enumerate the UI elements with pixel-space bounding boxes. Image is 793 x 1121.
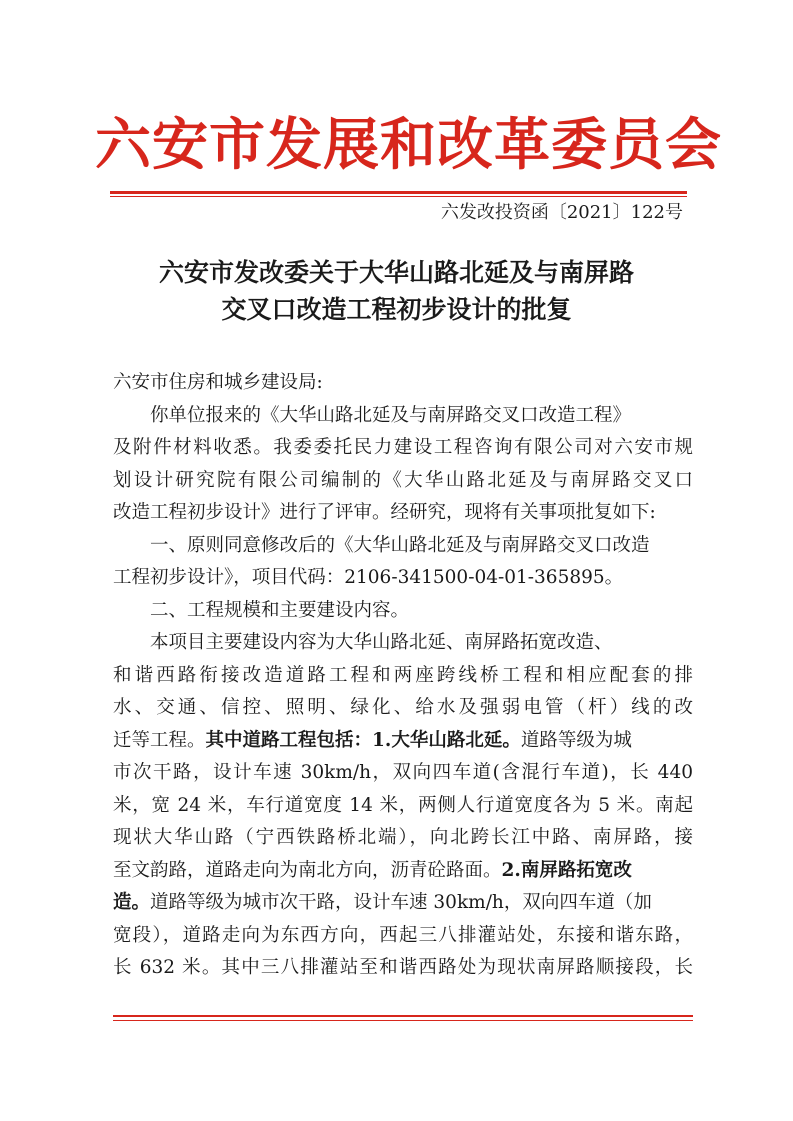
document-body (113, 367, 693, 985)
paragraph-line: 现状大华山路（宁西铁路桥北端），向北跨长江中路、南屏路，接 (113, 827, 693, 848)
bold-run: 其中道路工程包括：1.大华山路北延。 (205, 729, 521, 751)
masthead-title: 六安市发展和改革委员会 (95, 112, 722, 178)
footer-rule-thin (113, 1020, 693, 1021)
footer-rule-thick (113, 1015, 693, 1017)
paragraph-line (113, 725, 693, 758)
item-1-line: 一、原则同意修改后的《大华山路北延及与南屏路交叉口改造 (150, 534, 650, 556)
paragraph-line: 你单位报来的《大华山路北延及与南屏路交叉口改造工程》 (150, 404, 632, 426)
paragraph-line: 水、交通、信控、照明、绿化、给水及强弱电管（杆）线的改 (113, 697, 693, 718)
paragraph-line: 划设计研究院有限公司编制的《大华山路北延及与南屏路交叉口 (113, 469, 693, 491)
paragraph-line: 长 632 米。其中三八排灌站至和谐西路处为现状南屏路顺接段，长 (113, 957, 693, 978)
paragraph-line: 和谐西路衔接改造道路工程和两座跨线桥工程和相应配套的排 (113, 664, 693, 686)
paragraph-line: 本项目主要建设内容为大华山路北延、南屏路拓宽改造、 (150, 632, 613, 653)
title-line-1: 六安市发改委关于大华山路北延及与南屏路 (158, 258, 634, 287)
text-run: 至文韵路，道路走向为南北方向，沥青砼路面。 (113, 859, 502, 881)
document-number: 六发改投资函〔2021〕122号 (440, 202, 683, 223)
paragraph-line: 米，宽 24 米，车行道宽度 14 米，两侧人行道宽度各为 5 米。南起 (113, 794, 693, 816)
paragraph-line (113, 855, 693, 888)
masthead-rule-thin (110, 196, 687, 197)
title-line-2: 交叉口改造工程初步设计的批复 (221, 295, 572, 324)
masthead-rule-thick (110, 191, 687, 194)
paragraph-line: 市次干路，设计车速 30km/h，双向四车道(含混行车道)，长 440 (113, 762, 693, 783)
item-2-heading: 二、工程规模和主要建设内容。 (150, 599, 410, 621)
item-1-line: 工程初步设计》，项目代码：2106-341500-04-01-365895。 (113, 567, 624, 588)
paragraph-line: 及附件材料收悉。我委委托民力建设工程咨询有限公司对六安市规 (113, 437, 693, 458)
bold-run: 2.南屏路拓宽改 (501, 859, 632, 881)
paragraph-line: 改造工程初步设计》进行了评审。经研究，现将有关事项批复如下: (113, 502, 656, 523)
paragraph-line: 宽段），道路走向为东西方向，西起三八排灌站处，东接和谐东路， (113, 924, 693, 946)
salutation: 六安市住房和城乡建设局: (113, 372, 323, 393)
text-run: 道路等级为城市次干路，设计车速 30km/h，双向四车道（加 (150, 892, 652, 913)
text-run: 道路等级为城 (520, 729, 632, 751)
paragraph-line (113, 887, 693, 920)
bold-run: 造。 (113, 892, 151, 913)
document-title (100, 254, 693, 328)
text-run: 迁等工程。 (113, 729, 206, 751)
